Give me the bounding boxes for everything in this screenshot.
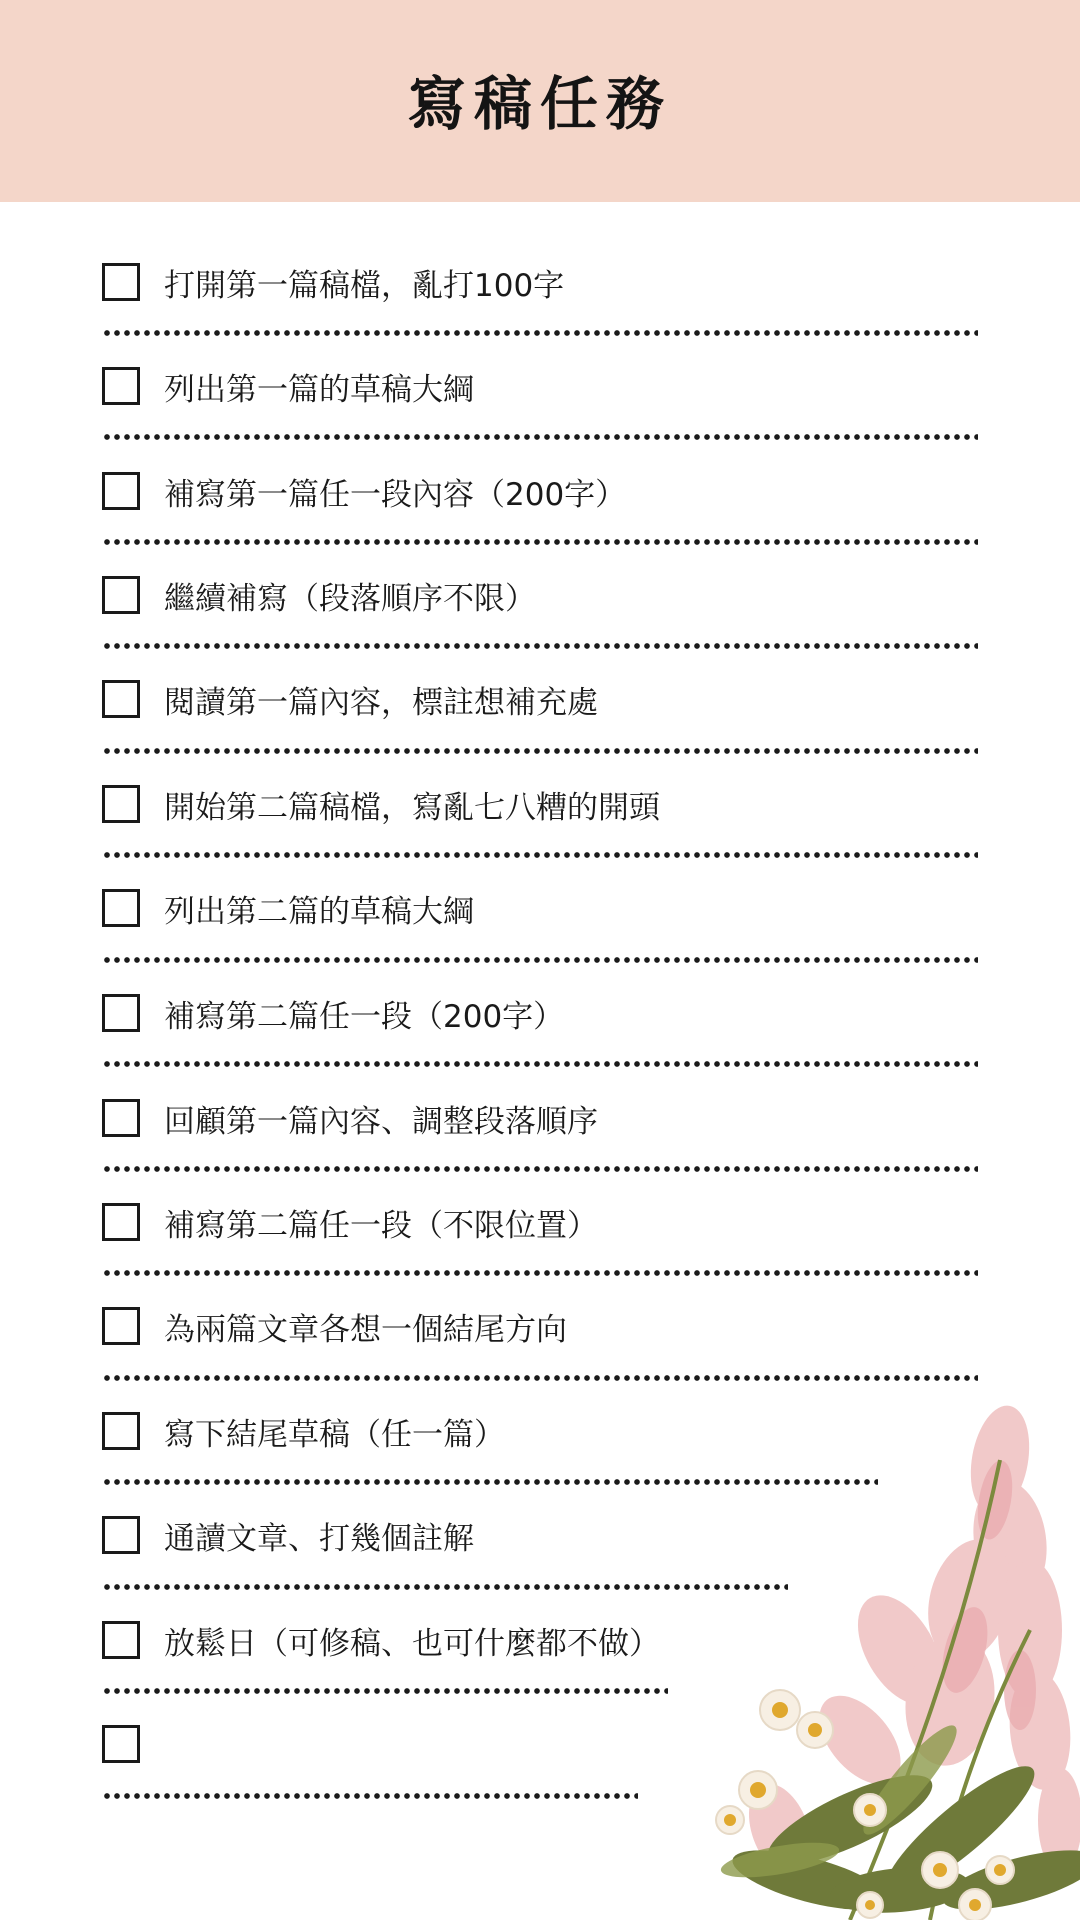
task-label: 補寫第二篇任一段（不限位置） bbox=[164, 1207, 598, 1244]
task-label: 通讀文章、打幾個註解 bbox=[164, 1520, 474, 1557]
title-banner bbox=[0, 0, 1080, 202]
task-checkbox[interactable] bbox=[102, 1099, 140, 1137]
task-checkbox[interactable] bbox=[102, 785, 140, 823]
dotted-divider bbox=[102, 643, 978, 649]
task-label: 開始第二篇稿檔，寫亂七八糟的開頭 bbox=[164, 789, 660, 826]
task-item bbox=[102, 872, 474, 944]
task-item bbox=[102, 455, 626, 527]
task-checkbox[interactable] bbox=[102, 1307, 140, 1345]
task-item bbox=[102, 768, 660, 840]
dotted-divider bbox=[102, 539, 978, 545]
task-item bbox=[102, 1290, 567, 1362]
task-checkbox[interactable] bbox=[102, 472, 140, 510]
task-label: 補寫第二篇任一段（200字） bbox=[164, 998, 565, 1035]
dotted-divider bbox=[102, 1270, 978, 1276]
task-item bbox=[102, 246, 564, 318]
task-checkbox[interactable] bbox=[102, 994, 140, 1032]
task-checkbox[interactable] bbox=[102, 263, 140, 301]
task-item bbox=[102, 559, 536, 631]
task-checkbox[interactable] bbox=[102, 1725, 140, 1763]
task-item bbox=[102, 350, 474, 422]
task-item bbox=[102, 1708, 164, 1780]
task-checkbox[interactable] bbox=[102, 1412, 140, 1450]
task-item bbox=[102, 663, 598, 735]
dotted-divider bbox=[102, 1584, 788, 1590]
task-checkbox[interactable] bbox=[102, 1203, 140, 1241]
task-item bbox=[102, 1186, 598, 1258]
dotted-divider bbox=[102, 1793, 638, 1799]
task-label: 為兩篇文章各想一個結尾方向 bbox=[164, 1311, 567, 1348]
dotted-divider bbox=[102, 1375, 978, 1381]
task-label: 閱讀第一篇內容，標註想補充處 bbox=[164, 684, 598, 721]
dotted-divider bbox=[102, 1061, 978, 1067]
task-label: 放鬆日（可修稿、也可什麼都不做） bbox=[164, 1625, 660, 1662]
task-checkbox[interactable] bbox=[102, 889, 140, 927]
dotted-divider bbox=[102, 330, 978, 336]
dotted-divider bbox=[102, 1166, 978, 1172]
dotted-divider bbox=[102, 1688, 668, 1694]
task-item bbox=[102, 1499, 474, 1571]
task-label: 繼續補寫（段落順序不限） bbox=[164, 580, 536, 617]
task-checkbox[interactable] bbox=[102, 1621, 140, 1659]
dotted-divider bbox=[102, 852, 978, 858]
task-item bbox=[102, 1082, 598, 1154]
dotted-divider bbox=[102, 748, 978, 754]
task-checkbox[interactable] bbox=[102, 576, 140, 614]
task-item bbox=[102, 977, 564, 1049]
task-checkbox[interactable] bbox=[102, 1516, 140, 1554]
task-label: 列出第二篇的草稿大綱 bbox=[164, 893, 474, 930]
task-label: 寫下結尾草稿（任一篇） bbox=[164, 1416, 505, 1453]
task-checkbox[interactable] bbox=[102, 680, 140, 718]
task-label: 打開第一篇稿檔，亂打100字 bbox=[164, 267, 565, 304]
task-label: 回顧第一篇內容、調整段落順序 bbox=[164, 1103, 598, 1140]
task-checkbox[interactable] bbox=[102, 367, 140, 405]
dotted-divider bbox=[102, 957, 978, 963]
task-label: 補寫第一篇任一段內容（200字） bbox=[164, 476, 627, 513]
dotted-divider bbox=[102, 434, 978, 440]
task-item bbox=[102, 1604, 660, 1676]
task-label: 列出第一篇的草稿大綱 bbox=[164, 371, 474, 408]
task-item bbox=[102, 1395, 505, 1467]
flower-bouquet-illustration bbox=[700, 1400, 1080, 1920]
page-title: 寫稿任務 bbox=[407, 70, 672, 138]
